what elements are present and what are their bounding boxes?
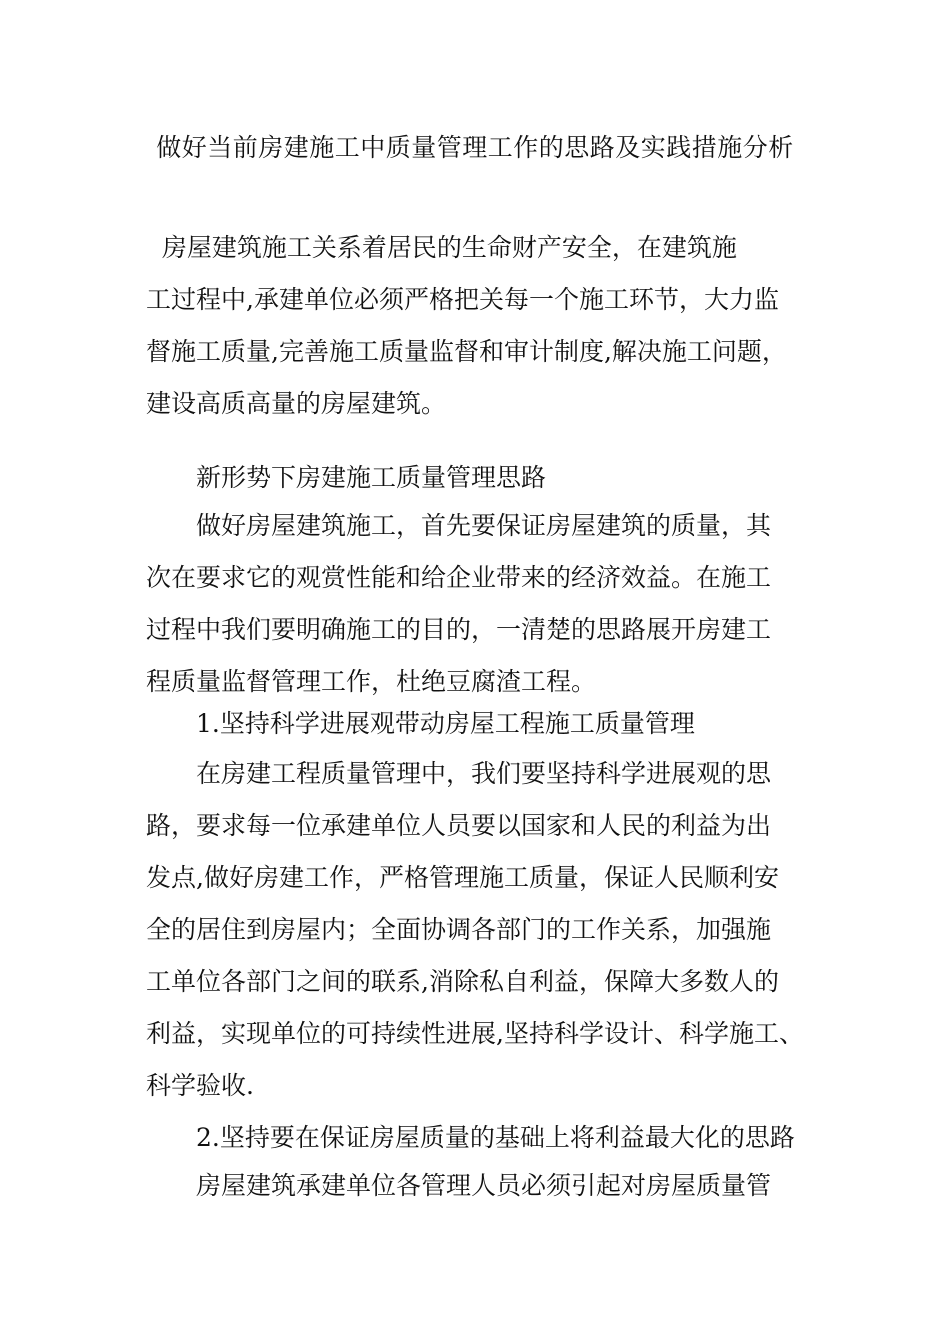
document-title: 做好当前房建施工中质量管理工作的思路及实践措施分析 <box>156 133 794 162</box>
item1-line-1: 在房建工程质量管理中，我们要坚持科学进展观的思 <box>196 759 772 788</box>
section-line-1: 做好房屋建筑施工，首先要保证房屋建筑的质量，其 <box>196 511 772 540</box>
item1-line-3: 发点,做好房建工作，严格管理施工质量，保证人民顺利安 <box>146 863 779 892</box>
section-line-3: 过程中我们要明确施工的目的，一清楚的思路展开房建工 <box>146 615 772 644</box>
intro-line-4: 建设高质高量的房屋建筑。 <box>146 389 447 418</box>
item1-line-6: 利益，实现单位的可持续性进展,坚持科学设计、科学施工、 <box>146 1019 804 1048</box>
intro-line-3: 督施工质量,完善施工质量监督和审计制度,解决施工问题， <box>146 337 787 366</box>
item1-line-7: 科学验收. <box>146 1071 254 1100</box>
section-line-4: 程质量监督管理工作，杜绝豆腐渣工程。 <box>146 667 597 696</box>
intro-line-1: 房屋建筑施工关系着居民的生命财产安全，在建筑施 <box>146 233 737 262</box>
section-heading: 新形势下房建施工质量管理思路 <box>196 463 547 492</box>
item1-line-2: 路，要求每一位承建单位人员要以国家和人民的利益为出 <box>146 811 772 840</box>
intro-line-2: 工过程中,承建单位必须严格把关每一个施工环节，大力监 <box>146 285 779 314</box>
item1-heading: 1.坚持科学进展观带动房屋工程施工质量管理 <box>196 709 695 738</box>
item2-heading: 2.坚持要在保证房屋质量的基础上将利益最大化的思路 <box>196 1123 795 1152</box>
item2-line-1: 房屋建筑承建单位各管理人员必须引起对房屋质量管 <box>196 1171 772 1200</box>
item1-line-5: 工单位各部门之间的联系,消除私自利益，保障大多数人的 <box>146 967 779 996</box>
section-line-2: 次在要求它的观赏性能和给企业带来的经济效益。在施工 <box>146 563 772 592</box>
item1-line-4: 全的居住到房屋内；全面协调各部门的工作关系，加强施 <box>146 915 772 944</box>
